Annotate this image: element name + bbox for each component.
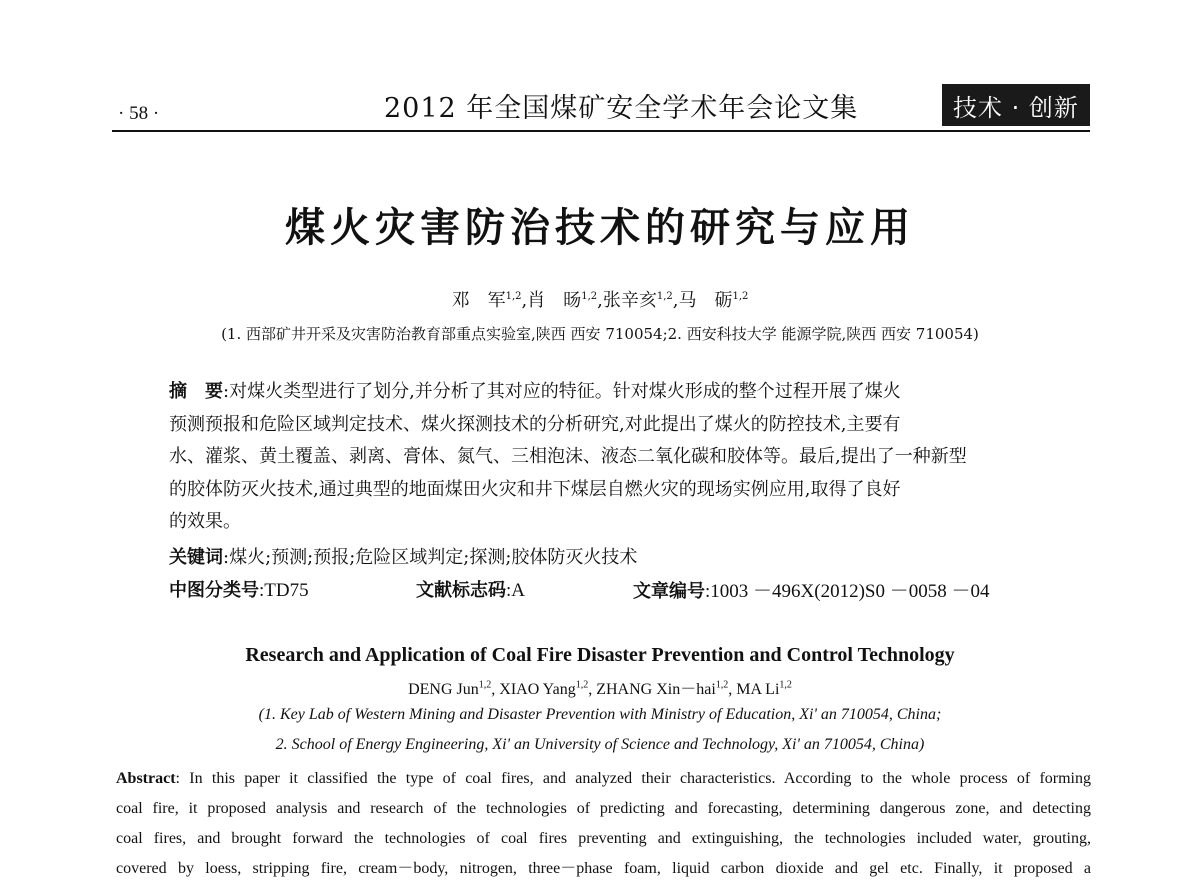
english-author-name: MA Li bbox=[736, 681, 780, 698]
author-affiliation-mark: 1,2 bbox=[505, 291, 522, 302]
clc-value: :TD75 bbox=[259, 580, 309, 601]
document-code bbox=[416, 576, 525, 602]
author-affiliation-mark: 1,2 bbox=[581, 291, 598, 302]
document-code-value: :A bbox=[506, 580, 525, 601]
english-affiliation-1: (1. Key Lab of Western Mining and Disaster Prevention with Ministry of Education, Xi' an 710054, China; bbox=[258, 706, 942, 723]
header-divider bbox=[112, 130, 1090, 132]
author-name: 肖 旸 bbox=[527, 290, 582, 311]
english-abstract-line: : In this paper it classified the type of coal fires, and analyzed their characteristics. According to the whole process of forming bbox=[175, 770, 1091, 787]
classification-row bbox=[169, 576, 1049, 606]
english-affiliation-2: 2. School of Energy Engineering, Xi' an University of Science and Technology, Xi' an 710054, China) bbox=[275, 736, 925, 753]
author-affiliation-mark: 1,2 bbox=[732, 291, 749, 302]
article-id bbox=[633, 576, 989, 603]
author-separator: , bbox=[491, 681, 500, 698]
document-code-label: 文献标志码 bbox=[416, 580, 506, 601]
keywords bbox=[169, 543, 637, 569]
author-name: 邓 军 bbox=[451, 290, 506, 311]
article-title: 煤火灾害防治技术的研究与应用 bbox=[285, 205, 915, 251]
author-affiliation-mark: 1,2 bbox=[478, 679, 492, 691]
author-affiliation-mark: 1,2 bbox=[656, 291, 673, 302]
author-separator: , bbox=[597, 290, 603, 311]
english-title: Research and Application of Coal Fire Disaster Prevention and Control Technology bbox=[245, 644, 955, 666]
article-id-value: :1003 －496X(2012)S0 －0058 －04 bbox=[705, 581, 990, 602]
page-number: · 58 · bbox=[118, 103, 160, 124]
author-separator: , bbox=[521, 290, 528, 311]
author-separator: , bbox=[588, 681, 597, 698]
author-name: 张辛亥 bbox=[602, 290, 657, 311]
english-author-name: XIAO Yang bbox=[499, 681, 576, 698]
author-separator: , bbox=[728, 681, 737, 698]
clc-number bbox=[169, 576, 309, 602]
english-author-name: ZHANG Xin－hai bbox=[596, 681, 716, 698]
english-abstract-label: Abstract bbox=[116, 770, 176, 787]
author-list bbox=[0, 286, 1200, 312]
abstract-line: 水、灌浆、黄土覆盖、剥离、膏体、氮气、三相泡沫、液态二氧化碳和胶体等。最后,提出了一种新型 bbox=[169, 446, 967, 467]
abstract-line: 预测预报和危险区域判定技术、煤火探测技术的分析研究,对此提出了煤火的防控技术,主要有 bbox=[169, 413, 901, 435]
english-author-name: DENG Jun bbox=[408, 681, 479, 698]
author-name: 马 砺 bbox=[678, 290, 733, 311]
author-affiliation-mark: 1,2 bbox=[715, 679, 729, 691]
author-affiliation: (1. 西部矿井开采及灾害防治教育部重点实验室,陕西 西安 710054;2. 西安科技大学 能源学院,陕西 西安 710054) bbox=[221, 325, 979, 343]
abstract-line: :对煤火类型进行了划分,并分析了其对应的特征。针对煤火形成的整个过程开展了煤火 bbox=[223, 381, 901, 402]
author-affiliation-mark: 1,2 bbox=[575, 679, 589, 691]
abstract-label: 摘 要 bbox=[169, 381, 223, 402]
author-separator: , bbox=[672, 290, 679, 311]
chinese-abstract bbox=[169, 376, 1039, 539]
english-abstract bbox=[116, 764, 1091, 884]
english-abstract-line: coal fire, it proposed analysis and research of the technologies of predicting and forecasting, determining dangerous zone, and detecting bbox=[116, 800, 1091, 817]
keywords-value: :煤火;预测;预报;危险区域判定;探测;胶体防灭火技术 bbox=[223, 547, 638, 568]
section-tag: 技术 · 创新 bbox=[942, 84, 1090, 126]
english-author-list bbox=[0, 676, 1200, 699]
english-abstract-line: covered by loess, stripping fire, cream－body, nitrogen, three－phase foam, liquid carbon dioxide and gel etc. Finally, it proposed a bbox=[116, 860, 1091, 877]
abstract-line: 的胶体防灭火技术,通过典型的地面煤田火灾和井下煤层自燃火灾的现场实例应用,取得了良好 bbox=[169, 478, 901, 500]
clc-label: 中图分类号 bbox=[169, 580, 259, 601]
keywords-label: 关键词 bbox=[169, 547, 223, 568]
journal-title: 2012 年全国煤矿安全学术年会论文集 bbox=[384, 93, 859, 124]
abstract-line: 的效果。 bbox=[169, 511, 241, 532]
article-id-label: 文章编号 bbox=[633, 581, 705, 602]
english-abstract-line: coal fires, and brought forward the technologies of coal fires preventing and extinguishing, the technologies included water, grouting, bbox=[116, 830, 1091, 847]
author-affiliation-mark: 1,2 bbox=[779, 679, 792, 691]
